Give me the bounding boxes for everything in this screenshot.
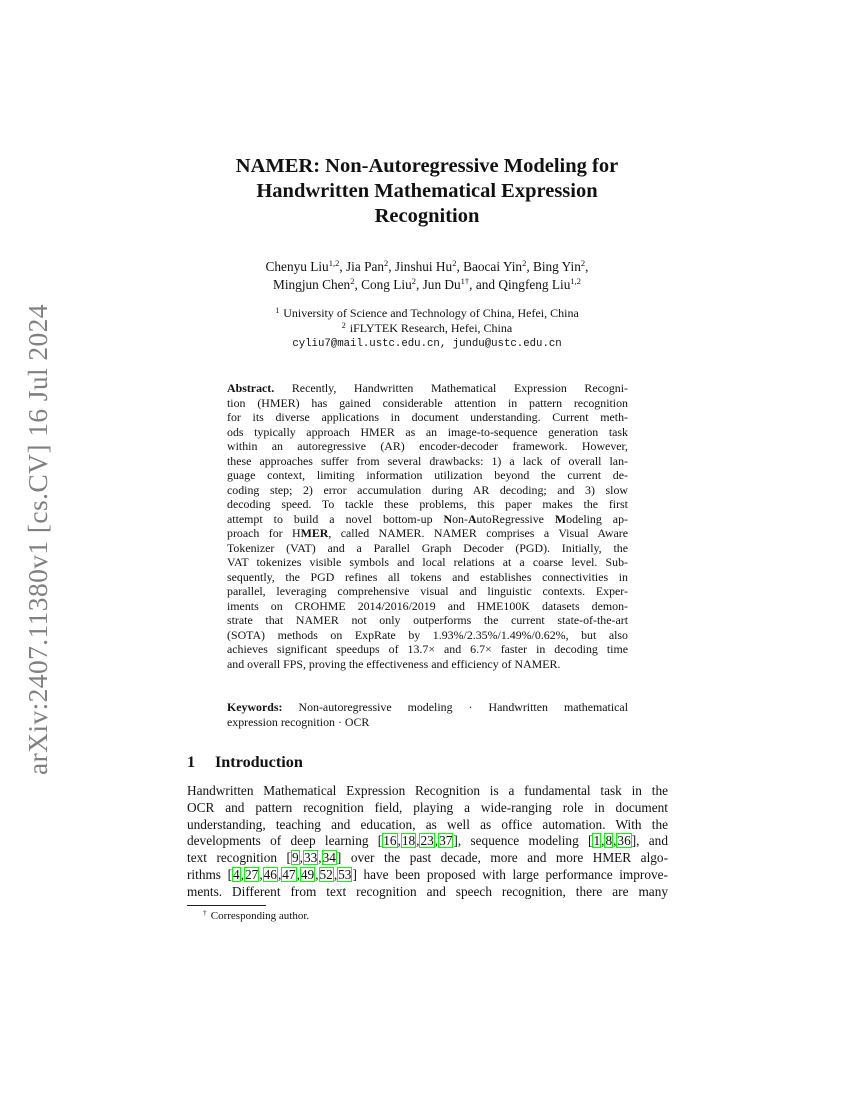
abstract-line: VAT tokenizes visible symbols and local relations at a coarse level. Sub- [227,555,628,569]
abstract-line: attempt to build a novel bottom-up Non-AutoRegressive Modeling ap- [227,511,628,526]
body-line: rithms [4,27,46,47,49,52,53] have been proposed with large performance improve- [187,866,668,882]
abstract-line: iments on CROHME 2014/2016/2019 and HME100K datasets demon- [227,598,628,613]
abstract [227,381,628,671]
citation-link[interactable]: 1 [593,833,601,849]
author-name: Baocai Yin [463,259,523,274]
citation-link[interactable]: 36 [617,833,631,849]
author-name: Cong Liu [361,276,412,292]
author-affil-mark: 1,2 [328,258,340,268]
author-name: Jia Pan [345,259,385,274]
affiliation: $^1$ University of Science and Technology of China, Hefei, China [275,306,579,320]
abstract-line: parallel, leveraging comprehensive visual and linguistic contexts. Exper- [227,584,628,598]
abstract-line: and overall FPS, proving the effectiveness and efficiency of NAMER. [227,656,561,671]
title-line: Recognition [374,205,480,227]
section-number: 1 [187,753,196,771]
author-name: Bing Yin [532,259,581,274]
author-affil-mark: 2 [384,258,389,268]
author-list [186,258,668,293]
citation-link[interactable]: 4 [233,866,240,882]
abstract-line: strate that NAMER not only outperforms the current state-of-the-art [227,613,628,627]
body-line: ments. Different from text recognition and speech recognition, there are many [187,883,668,899]
abstract-line: these approaches suffer from several drawbacks: 1) a lack of overall lan- [227,453,628,468]
title-line: Handwritten Mathematical Expression [256,180,598,202]
author-affil-mark: 1,2 [570,275,581,286]
citation-link[interactable]: 23 [420,833,434,849]
citation-link[interactable]: 33 [303,850,318,866]
arxiv-stamp: arXiv:2407.11380v1 [cs.CV] 16 Jul 2024 [22,304,53,775]
section-heading [187,753,303,772]
body-line: developments of deep learning [16,18,23,37], sequence modeling [1,8,36], and [187,833,668,849]
abstract-line: Tokenizer (VAT) and a Parallel Graph Decoder (PGD). Initially, the [227,540,628,555]
author-name: Chenyu Liu [265,259,329,274]
paper-title [186,154,668,229]
citation-link[interactable]: 46 [263,866,277,882]
citation-link[interactable]: 34 [322,850,336,866]
citation-link[interactable]: 52 [319,866,333,882]
author-name: Jun Du [422,276,461,292]
author-emails: cyliu7@mail.ustc.edu.cn, jundu@ustc.edu.cn [292,337,562,350]
body-line: understanding, teaching and education, as well as office automation. With the [187,816,668,832]
citation-link[interactable]: 37 [439,833,453,849]
author-affil-mark: 2 [411,275,416,286]
author-affil-mark: 1† [460,275,470,286]
affiliations [186,306,668,352]
author-name: Qingfeng Liu [498,276,571,292]
author-line: Mingjun Chen$^2$, Cong Liu$^2$, Jun $Du^{1\dagger}$, and Qingfeng Liu$^{1,2}$ [273,275,581,292]
footnote: † Corresponding author. [203,908,310,922]
abstract-line: within an autoregressive (AR) encoder-decoder framework. However, [227,439,628,453]
citation-link[interactable]: 16 [383,833,397,849]
citation-link[interactable]: 8 [605,833,613,849]
keywords-label: Keywords: [227,700,283,714]
author-affil-mark: 2 [350,275,355,286]
author-name: Mingjun Chen [273,276,351,292]
abstract-line: coding step; 2) error accumulation during AR decoding; and 3) slow [227,482,628,497]
abstract-line: tion (HMER) has gained considerable attention in pattern recognition [227,395,628,410]
affiliation: $^2$ iFLYTEK Research, Hefei, China [341,321,513,336]
footnote-mark: † [203,908,207,917]
abstract-line: guage context, limiting information utilization beyond the current de- [227,468,628,482]
citation-link[interactable]: 18 [401,833,416,849]
body-line: Handwritten Mathematical Expression Recognition is a fundamental task in the [187,783,668,798]
body-line: text recognition [9,33,34] over the past decade, more and more HMER algo- [187,850,669,866]
citation-link[interactable]: 47 [282,866,296,882]
citation-link[interactable]: 53 [338,866,352,882]
citation-link[interactable]: 49 [300,866,315,882]
intro-paragraph [187,783,668,901]
keywords-line: expression recognition · OCR [227,714,370,729]
abstract-line: ods typically approach HMER as an image-to-sequence generation task [227,424,628,439]
section-title: Introduction [215,753,303,771]
title-line: NAMER: Non-Autoregressive Modeling for [235,155,619,177]
author-name: Jinshui Hu [394,259,453,274]
citation-link[interactable]: 27 [245,866,259,882]
abstract-line: sequently, the PGD refines all tokens and establishes connectivities in [227,569,628,584]
author-affil-mark: 2 [452,258,457,268]
body-line: OCR and pattern recognition field, playing a wide-ranging role in document [187,799,668,815]
abstract-line: for its diverse applications in document understanding. Current meth- [227,410,628,424]
author-line: Chenyu Liu$^{1,2}$, Jia Pan$^2$, Jinshui Hu$^2$, Baocai Yin$^2$, Bing Yin$^2$, [265,258,589,274]
abstract-line: achieves significant speedups of 13.7× and 6.7× faster in decoding time [227,642,628,656]
abstract-line: Abstract. Recently, Handwritten Mathematical Expression Recogni- [227,381,628,395]
abstract-line: proach for HMER, called NAMER. NAMER comprises a Visual Aware [227,526,628,540]
keywords [227,700,628,729]
abstract-line: decoding speed. To tackle these problems, this paper makes the first [227,497,628,511]
abstract-line: (SOTA) methods on ExpRate by 1.93%/2.35%/1.49%/0.62%, but also [227,627,628,642]
abstract-label: Abstract. [227,381,275,395]
citation-link[interactable]: 9 [291,850,299,866]
footnote-rule [187,905,266,906]
keywords-line: Keywords: Non-autoregressive modeling · Handwritten mathematical [227,700,628,714]
author-affil-mark: 2 [580,258,586,268]
author-affil-mark: 2 [522,258,527,268]
